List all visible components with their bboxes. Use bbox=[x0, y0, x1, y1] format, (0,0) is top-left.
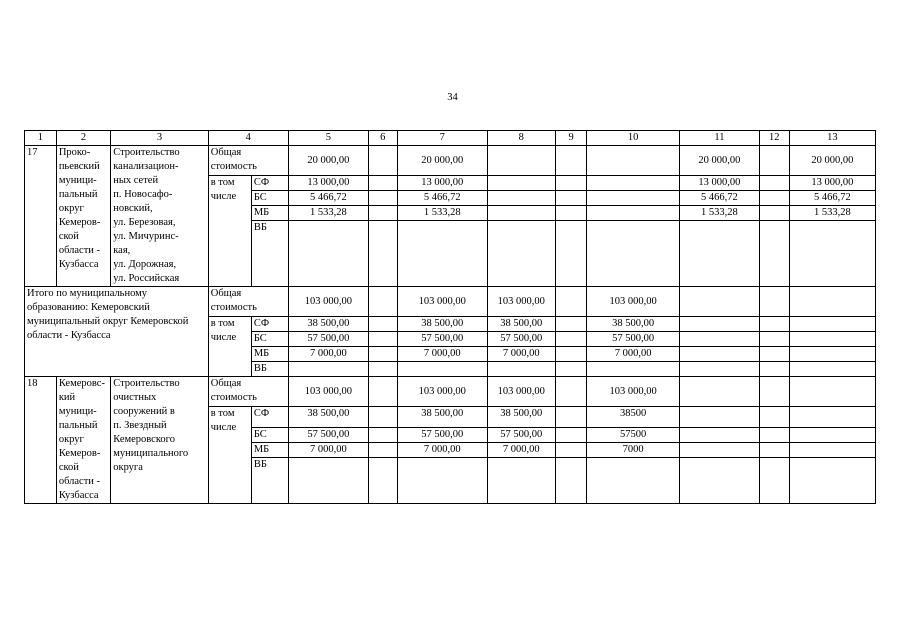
source-value: 13 000,00 bbox=[789, 176, 875, 191]
total-value bbox=[789, 287, 875, 317]
source-value bbox=[759, 443, 789, 458]
total-value bbox=[759, 287, 789, 317]
total-value bbox=[679, 377, 759, 407]
source-value bbox=[789, 443, 875, 458]
subtotal-label: Итого по муниципальному образованию: Кемеровский муниципальный округ Кемеровской области - Кузбасса bbox=[25, 287, 209, 377]
object-name: Строительство очистных сооружений в п. Звездный Кемеровского муниципального округа bbox=[111, 377, 209, 504]
source-value bbox=[368, 332, 397, 347]
source-value bbox=[555, 317, 587, 332]
total-value: 103 000,00 bbox=[288, 287, 368, 317]
source-value: 7 000,00 bbox=[487, 443, 555, 458]
column-number: 11 bbox=[679, 131, 759, 146]
funding-source: БС bbox=[251, 191, 288, 206]
entry-number: 18 bbox=[25, 377, 57, 504]
column-number: 4 bbox=[208, 131, 288, 146]
source-value: 7 000,00 bbox=[397, 347, 487, 362]
source-value bbox=[679, 428, 759, 443]
source-value: 57 500,00 bbox=[288, 332, 368, 347]
source-value: 7 000,00 bbox=[288, 443, 368, 458]
total-value: 103 000,00 bbox=[397, 377, 487, 407]
column-number: 13 bbox=[789, 131, 875, 146]
total-value: 20 000,00 bbox=[789, 146, 875, 176]
source-value: 38 500,00 bbox=[288, 407, 368, 428]
source-value bbox=[555, 443, 587, 458]
funding-source: ВБ bbox=[251, 458, 288, 504]
source-value bbox=[587, 191, 679, 206]
entry18-total-row bbox=[25, 377, 876, 407]
source-value: 38 500,00 bbox=[587, 317, 679, 332]
total-value: 103 000,00 bbox=[397, 287, 487, 317]
total-value: 103 000,00 bbox=[587, 377, 679, 407]
source-value: 13 000,00 bbox=[397, 176, 487, 191]
object-name: Строительство канализацион- ных сетей п. Новосафо- новский, ул. Березовая, ул. Мичуринс- кая, ул. Дорожная, ул. Российская bbox=[111, 146, 209, 287]
source-value bbox=[368, 458, 397, 504]
total-value: 20 000,00 bbox=[679, 146, 759, 176]
total-value bbox=[587, 146, 679, 176]
source-value: 7 000,00 bbox=[397, 443, 487, 458]
source-value bbox=[487, 176, 555, 191]
source-value bbox=[368, 347, 397, 362]
source-value bbox=[288, 458, 368, 504]
funding-source: СФ bbox=[251, 407, 288, 428]
source-value: 57 500,00 bbox=[397, 332, 487, 347]
funding-table bbox=[24, 130, 876, 504]
source-value bbox=[759, 221, 789, 287]
column-number: 3 bbox=[111, 131, 209, 146]
source-value bbox=[288, 362, 368, 377]
entry-number: 17 bbox=[25, 146, 57, 287]
source-value bbox=[759, 191, 789, 206]
source-value bbox=[759, 407, 789, 428]
source-value bbox=[679, 347, 759, 362]
total-value bbox=[487, 146, 555, 176]
total-cost-label: Общая стоимость bbox=[208, 377, 288, 407]
source-value: 57 500,00 bbox=[397, 428, 487, 443]
column-number: 7 bbox=[397, 131, 487, 146]
source-value bbox=[679, 221, 759, 287]
source-value: 57 500,00 bbox=[487, 332, 555, 347]
funding-source: МБ bbox=[251, 443, 288, 458]
source-value: 38 500,00 bbox=[487, 407, 555, 428]
source-value bbox=[368, 221, 397, 287]
source-value bbox=[759, 206, 789, 221]
source-value: 57 500,00 bbox=[487, 428, 555, 443]
total-value bbox=[759, 377, 789, 407]
column-number: 2 bbox=[56, 131, 110, 146]
source-value: 57 500,00 bbox=[288, 428, 368, 443]
source-value: 1 533,28 bbox=[288, 206, 368, 221]
including-label: в том числе bbox=[208, 176, 251, 287]
source-value bbox=[368, 191, 397, 206]
header-row bbox=[25, 131, 876, 146]
municipality: Кемеровс- кий муници- пальный округ Кемеров- ской области - Кузбасса bbox=[56, 377, 110, 504]
source-value bbox=[487, 191, 555, 206]
source-value bbox=[368, 428, 397, 443]
source-value bbox=[555, 176, 587, 191]
source-value bbox=[368, 317, 397, 332]
source-value: 38 500,00 bbox=[397, 317, 487, 332]
source-value bbox=[368, 443, 397, 458]
source-value: 38 500,00 bbox=[288, 317, 368, 332]
source-value bbox=[368, 176, 397, 191]
funding-source: МБ bbox=[251, 206, 288, 221]
source-value bbox=[397, 362, 487, 377]
source-value: 57 500,00 bbox=[587, 332, 679, 347]
source-value: 1 533,28 bbox=[397, 206, 487, 221]
source-value bbox=[587, 221, 679, 287]
source-value bbox=[789, 347, 875, 362]
source-value bbox=[368, 362, 397, 377]
source-value bbox=[555, 347, 587, 362]
total-cost-label: Общая стоимость bbox=[208, 146, 288, 176]
source-value: 7000 bbox=[587, 443, 679, 458]
source-value bbox=[679, 458, 759, 504]
source-value bbox=[487, 221, 555, 287]
including-label: в том числе bbox=[208, 407, 251, 504]
column-number: 1 bbox=[25, 131, 57, 146]
source-value bbox=[397, 221, 487, 287]
source-value bbox=[555, 206, 587, 221]
source-value bbox=[397, 458, 487, 504]
source-value bbox=[368, 407, 397, 428]
funding-source: БС bbox=[251, 428, 288, 443]
column-number: 9 bbox=[555, 131, 587, 146]
source-value bbox=[759, 332, 789, 347]
source-value: 1 533,28 bbox=[789, 206, 875, 221]
entry17-total-row bbox=[25, 146, 876, 176]
source-value: 7 000,00 bbox=[487, 347, 555, 362]
source-value bbox=[555, 221, 587, 287]
source-value bbox=[789, 458, 875, 504]
source-value bbox=[789, 317, 875, 332]
column-number: 5 bbox=[288, 131, 368, 146]
total-value: 20 000,00 bbox=[397, 146, 487, 176]
total-value bbox=[368, 377, 397, 407]
source-value: 38500 bbox=[587, 407, 679, 428]
total-value bbox=[368, 146, 397, 176]
source-value: 38 500,00 bbox=[397, 407, 487, 428]
source-value bbox=[555, 428, 587, 443]
total-cost-label: Общая стоимость bbox=[208, 287, 288, 317]
source-value: 1 533,28 bbox=[679, 206, 759, 221]
source-value bbox=[555, 191, 587, 206]
source-value: 13 000,00 bbox=[679, 176, 759, 191]
source-value bbox=[587, 458, 679, 504]
source-value: 5 466,72 bbox=[679, 191, 759, 206]
total-value: 20 000,00 bbox=[288, 146, 368, 176]
source-value bbox=[487, 458, 555, 504]
total-value bbox=[368, 287, 397, 317]
total-value: 103 000,00 bbox=[487, 377, 555, 407]
source-value: 5 466,72 bbox=[288, 191, 368, 206]
source-value bbox=[789, 362, 875, 377]
source-value: 13 000,00 bbox=[288, 176, 368, 191]
source-value bbox=[789, 221, 875, 287]
source-value bbox=[679, 317, 759, 332]
subtotal-total-row bbox=[25, 287, 876, 317]
source-value bbox=[759, 317, 789, 332]
source-value: 38 500,00 bbox=[487, 317, 555, 332]
source-value bbox=[759, 458, 789, 504]
funding-source: ВБ bbox=[251, 221, 288, 287]
source-value bbox=[555, 458, 587, 504]
source-value bbox=[789, 332, 875, 347]
municipality: Проко- пьевский муници- пальный округ Кемеров- ской области - Кузбасса bbox=[56, 146, 110, 287]
source-value: 57500 bbox=[587, 428, 679, 443]
total-value bbox=[555, 287, 587, 317]
source-value bbox=[679, 407, 759, 428]
page-number: 34 bbox=[447, 92, 458, 103]
source-value bbox=[587, 176, 679, 191]
source-value bbox=[555, 407, 587, 428]
funding-source: МБ bbox=[251, 347, 288, 362]
source-value bbox=[487, 206, 555, 221]
total-value bbox=[759, 146, 789, 176]
including-label: в том числе bbox=[208, 317, 251, 377]
total-value bbox=[555, 377, 587, 407]
funding-source: СФ bbox=[251, 317, 288, 332]
source-value bbox=[288, 221, 368, 287]
column-number: 6 bbox=[368, 131, 397, 146]
total-value: 103 000,00 bbox=[487, 287, 555, 317]
funding-source: СФ bbox=[251, 176, 288, 191]
column-number: 12 bbox=[759, 131, 789, 146]
source-value bbox=[555, 332, 587, 347]
source-value: 7 000,00 bbox=[587, 347, 679, 362]
total-value bbox=[789, 377, 875, 407]
total-value bbox=[679, 287, 759, 317]
column-number: 8 bbox=[487, 131, 555, 146]
source-value bbox=[679, 443, 759, 458]
source-value bbox=[759, 428, 789, 443]
source-value: 5 466,72 bbox=[397, 191, 487, 206]
total-value bbox=[555, 146, 587, 176]
source-value bbox=[759, 347, 789, 362]
source-value: 5 466,72 bbox=[789, 191, 875, 206]
source-value bbox=[759, 176, 789, 191]
source-value: 7 000,00 bbox=[288, 347, 368, 362]
source-value bbox=[679, 362, 759, 377]
total-value: 103 000,00 bbox=[587, 287, 679, 317]
funding-source: ВБ bbox=[251, 362, 288, 377]
source-value bbox=[789, 428, 875, 443]
column-number: 10 bbox=[587, 131, 679, 146]
funding-source: БС bbox=[251, 332, 288, 347]
source-value bbox=[368, 206, 397, 221]
source-value bbox=[789, 407, 875, 428]
source-value bbox=[555, 362, 587, 377]
source-value bbox=[587, 362, 679, 377]
source-value bbox=[759, 362, 789, 377]
source-value bbox=[679, 332, 759, 347]
source-value bbox=[487, 362, 555, 377]
source-value bbox=[587, 206, 679, 221]
total-value: 103 000,00 bbox=[288, 377, 368, 407]
